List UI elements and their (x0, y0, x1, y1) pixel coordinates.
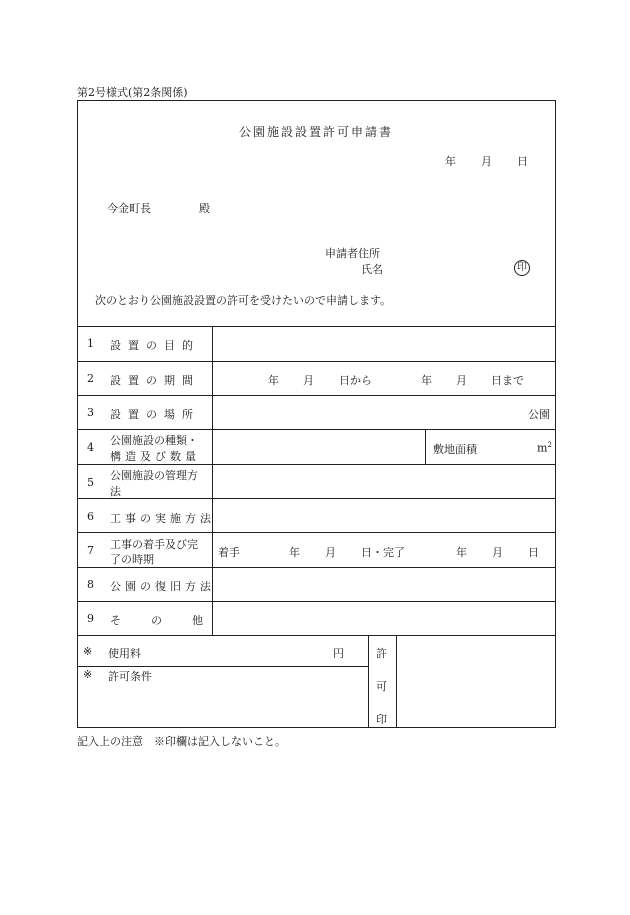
approval-stamp-box[interactable] (397, 636, 555, 727)
start-month: 月 (325, 546, 336, 559)
conditions-label: 許可条件 (108, 670, 152, 683)
row-label: その他 (110, 614, 233, 627)
row-number: 3 (87, 406, 94, 419)
conditions-mark: ※ (83, 668, 93, 681)
period-from-day: 日から (339, 374, 372, 387)
area-column-divider (425, 429, 426, 464)
area-unit: $m^2$ (537, 441, 552, 455)
row-number: 8 (87, 578, 94, 591)
purpose-field[interactable] (213, 327, 555, 360)
applicant-name-label: 氏名 (361, 263, 383, 276)
period-to-year: 年 (421, 374, 432, 387)
row-number: 7 (87, 544, 94, 557)
start-day-complete: 日・完了 (361, 546, 405, 559)
end-month: 月 (492, 546, 503, 559)
end-day: 日 (528, 546, 539, 559)
stamp-left-divider (368, 635, 369, 728)
form-number: 第2号様式(第2条関係) (77, 86, 188, 99)
intro-text: 次のとおり公園施設設置の許可を受けたいので申請します。 (95, 294, 392, 307)
fee-label: 使用料 (108, 647, 141, 660)
period-to-day: 日まで (491, 374, 524, 387)
end-year: 年 (456, 546, 467, 559)
restoration-field[interactable] (213, 568, 555, 600)
row-label-line1: 工事の着手及び完 (110, 538, 198, 551)
row-label-line2: 法 (110, 485, 121, 498)
date-day: 日 (517, 155, 528, 168)
start-year: 年 (289, 546, 300, 559)
area-label: 敷地面積 (433, 443, 477, 456)
footer-divider (77, 666, 368, 667)
period-from-month: 月 (303, 374, 314, 387)
row-number: 4 (87, 441, 94, 454)
addressee-name: 今金町長 (107, 202, 151, 215)
stamp-char: 許 (376, 647, 387, 660)
row-label-line2: 了の時期 (110, 553, 154, 566)
location-field[interactable] (213, 396, 555, 428)
addressee-honorific: 殿 (199, 202, 210, 215)
period-to-month: 月 (456, 374, 467, 387)
row-label: 設置の期間 (110, 374, 200, 387)
construction-method-field[interactable] (213, 499, 555, 531)
row-label: 公園の復旧方法 (110, 580, 215, 593)
location-suffix: 公園 (528, 408, 550, 421)
row-number: 6 (87, 510, 94, 523)
row-number: 5 (87, 476, 94, 489)
row-number: 9 (87, 612, 94, 625)
row-label: 工事の実施方法 (110, 512, 215, 525)
other-field[interactable] (213, 602, 555, 634)
fee-mark: ※ (83, 645, 93, 658)
date-month: 月 (481, 155, 492, 168)
applicant-address-label: 申請者住所 (325, 247, 380, 260)
management-field[interactable] (213, 465, 555, 497)
start-label: 着手 (218, 546, 240, 559)
row-label-line1: 公園施設の管理方 (110, 469, 198, 482)
row-label: 設置の場所 (110, 408, 200, 421)
row-label-line2: 構造及び数量 (110, 450, 200, 463)
date-year: 年 (445, 155, 456, 168)
row-number: 1 (87, 337, 94, 350)
fee-unit: 円 (333, 647, 344, 660)
row-number: 2 (87, 372, 94, 385)
form-title: 公園施設設置許可申請書 (239, 125, 394, 139)
row-label-line1: 公園施設の種類・ (110, 434, 198, 447)
stamp-char: 印 (376, 713, 387, 726)
seal-icon: 印 (514, 260, 530, 276)
stamp-char: 可 (376, 680, 387, 693)
row-label: 設置の目的 (110, 339, 200, 352)
period-from-year: 年 (268, 374, 279, 387)
entry-note: 記入上の注意 ※印欄は記入しないこと。 (77, 735, 286, 748)
facility-type-field[interactable] (213, 430, 424, 463)
